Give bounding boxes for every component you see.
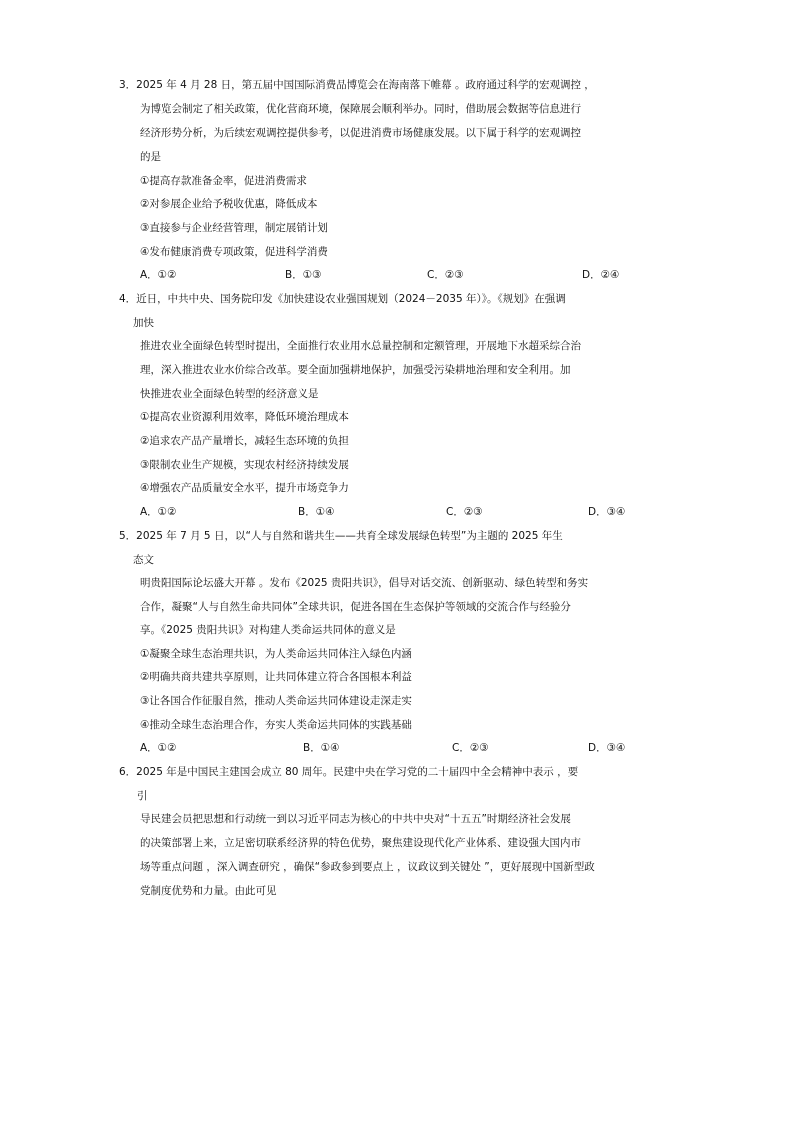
q3-statement-1: ①提高存款准备金率，促进消费需求 (140, 175, 307, 187)
q4-line-3: 推进农业全面绿色转型时提出，全面推行农业用水总量控制和定额管理，开展地下水超采综合治 (140, 340, 581, 352)
q5-options (140, 741, 660, 755)
q4-options (140, 505, 660, 519)
q4-option-b[interactable]: B．①④ (298, 506, 335, 518)
q4-line-4: 理，深入推进农业水价综合改革。要全面加强耕地保护，加强受污染耕地治理和安全利用。加 (140, 364, 571, 376)
q3-statement-2: ②对参展企业给予税收优惠，降低成本 (140, 198, 318, 210)
q6-line-3: 导民建会员把思想和行动统一到以习近平同志为核心的中共中央对“十五五”时期经济社会发展 (140, 813, 571, 825)
q3-option-a[interactable]: A．①② (140, 269, 177, 281)
q3-option-b[interactable]: B．①③ (285, 269, 322, 281)
q3-line-2: 为博览会制定了相关政策，优化营商环境，保障展会顺利举办。同时，借助展会数据等信息进行 (140, 103, 581, 115)
q5-statement-1: ①凝聚全球生态治理共识，为人类命运共同体注入绿色内涵 (140, 648, 412, 660)
q4-statement-4: ④增强农产品质量安全水平，提升市场竞争力 (140, 482, 349, 494)
q5-option-b[interactable]: B．①④ (303, 742, 340, 754)
q4-option-d[interactable]: D．③④ (588, 506, 626, 518)
q3-option-c[interactable]: C．②③ (427, 269, 464, 281)
q5-option-d[interactable]: D．③④ (588, 742, 626, 754)
q4-line-1: 4．近日，中共中央、国务院印发《加快建设农业强国规划（2024－2035 年）》。《规划》在强调 (119, 293, 566, 305)
q5-option-a[interactable]: A．①② (140, 742, 177, 754)
q3-line-1: 3．2025 年 4 月 28 日，第五届中国国际消费品博览会在海南落下帷幕 。政府通过科学的宏观调控 ， (119, 79, 595, 91)
q3-options (140, 268, 660, 282)
q5-statement-2: ②明确共商共建共享原则，让共同体建立符合各国根本利益 (140, 671, 412, 683)
q3-line-3: 经济形势分析，为后续宏观调控提供参考，以促进消费市场健康发展。以下属于科学的宏观调控 (140, 127, 581, 139)
q3-option-d[interactable]: D．②④ (582, 269, 620, 281)
q5-line-4: 合作，凝聚“人与自然生命共同体”全球共识，促进各国在生态保护等领域的交流合作与经验分 (140, 601, 571, 613)
q4-option-c[interactable]: C．②③ (446, 506, 483, 518)
q4-statement-1: ①提高农业资源利用效率，降低环境治理成本 (140, 411, 349, 423)
q4-statement-3: ③限制农业生产规模，实现农村经济持续发展 (140, 459, 349, 471)
q4-line-5: 快推进农业全面绿色转型的经济意义是 (140, 388, 319, 400)
q5-statement-3: ③让各国合作征服自然，推动人类命运共同体建设走深走实 (140, 695, 412, 707)
q6-line-6: 党制度优势和力量。由此可见 (140, 885, 277, 897)
q6-line-5: 场等重点问题 ，深入调查研究 ，确保“参政参到要点上 ，议政议到关键处 ”，更好展现中国新型政 (140, 861, 595, 873)
q5-line-2: 态文 (133, 554, 154, 566)
q5-line-1: 5．2025 年 7 月 5 日，以“人与自然和谐共生——共育全球发展绿色转型”为主题的 2025 年生 (119, 530, 563, 542)
q4-option-a[interactable]: A．①② (140, 506, 177, 518)
q3-statement-4: ④发布健康消费专项政策，促进科学消费 (140, 246, 328, 258)
q5-line-5: 享。《2025 贵阳共识》对构建人类命运共同体的意义是 (140, 624, 396, 636)
q6-line-1: 6．2025 年是中国民主建国会成立 80 周年。民建中央在学习党的二十届四中全会精神中表示 ，要 (119, 766, 579, 778)
q6-line-2: 引 (137, 790, 148, 802)
q4-line-2: 加快 (133, 317, 154, 329)
q5-option-c[interactable]: C．②③ (452, 742, 489, 754)
q4-statement-2: ②追求农产品产量增长，减轻生态环境的负担 (140, 435, 349, 447)
q6-line-4: 的决策部署上来，立足密切联系经济界的特色优势，聚焦建设现代化产业体系、建设强大国内市 (140, 837, 581, 849)
q3-statement-3: ③直接参与企业经营管理，制定展销计划 (140, 222, 328, 234)
q5-statement-4: ④推动全球生态治理合作，夯实人类命运共同体的实践基础 (140, 719, 412, 731)
q5-line-3: 明贵阳国际论坛盛大开幕 。发布《2025 贵阳共识》，倡导对话交流、创新驱动、绿色转型和务实 (140, 577, 589, 589)
q3-line-4: 的是 (140, 151, 161, 163)
